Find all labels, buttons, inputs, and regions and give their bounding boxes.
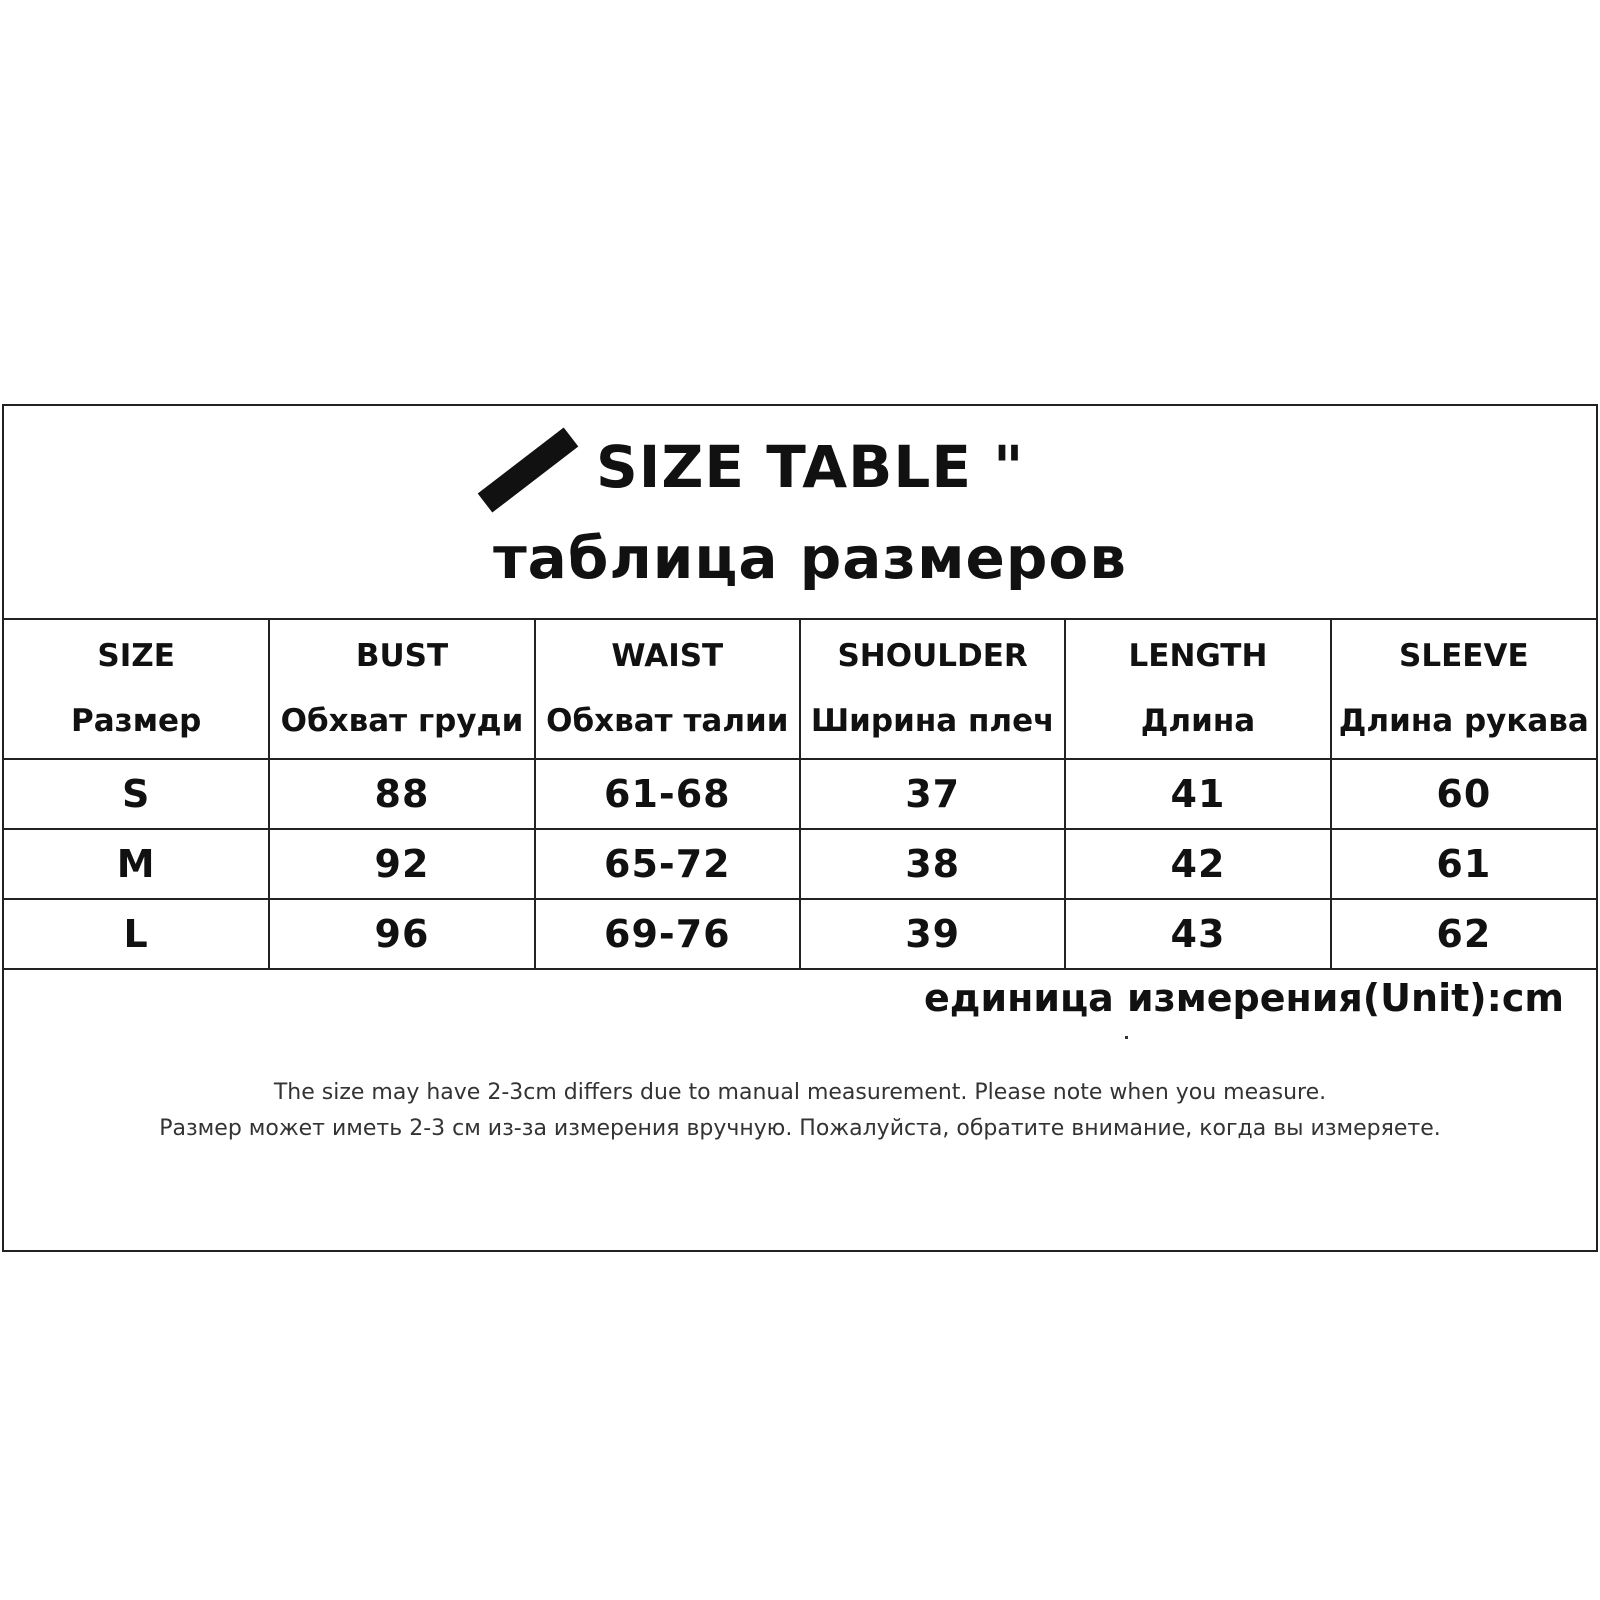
dot-mark — [1125, 1036, 1128, 1039]
header-label-russian: Длина — [1140, 703, 1256, 739]
table-cell-bust: 96 — [269, 899, 534, 969]
measurement-note-russian: Размер может иметь 2-3 см из-за измерения вручную. Пожалуйста, обратите внимание, когда вы измеряете. — [159, 1116, 1441, 1141]
table-cell-length: 41 — [1065, 759, 1330, 829]
size-table — [4, 618, 1596, 970]
header-label: LENGTH — [1128, 638, 1268, 674]
unit-note: единица измерения(Unit):cm — [924, 976, 1564, 1020]
header-label: BUST — [355, 638, 449, 674]
table-cell-length: 43 — [1065, 899, 1330, 969]
size-chart-frame — [2, 404, 1598, 1252]
table-cell-size: S — [4, 759, 269, 829]
table-cell-bust: 88 — [269, 759, 534, 829]
table-cell-size: M — [4, 829, 269, 899]
page-title: SIZE TABLE " — [596, 433, 1025, 501]
header-cell-bust — [269, 619, 534, 759]
header-label: SLEEVE — [1399, 638, 1529, 674]
table-cell-shoulder: 37 — [800, 759, 1065, 829]
table-cell-waist: 69-76 — [535, 899, 800, 969]
header-label-russian: Длина рукава — [1338, 703, 1589, 739]
header-label-russian: Размер — [71, 703, 202, 739]
page-title-russian: таблица размеров — [493, 524, 1127, 592]
table-row-s — [4, 759, 1596, 829]
table-cell-shoulder: 39 — [800, 899, 1065, 969]
header-cell-size — [4, 619, 269, 759]
table-header-row — [4, 619, 1596, 759]
table-row-m — [4, 829, 1596, 899]
table-cell-sleeve: 61 — [1331, 829, 1596, 899]
measurement-note: The size may have 2-3cm differs due to manual measurement. Please note when you measure. — [273, 1080, 1327, 1105]
slash-icon — [477, 423, 587, 513]
table-cell-sleeve: 60 — [1331, 759, 1596, 829]
header-cell-length — [1065, 619, 1330, 759]
header-cell-waist — [535, 619, 800, 759]
header-label-russian: Ширина плеч — [810, 703, 1055, 739]
table-row-l — [4, 899, 1596, 969]
header-label-russian: Обхват талии — [546, 703, 789, 739]
table-cell-length: 42 — [1065, 829, 1330, 899]
title-area — [4, 406, 1596, 618]
table-cell-sleeve: 62 — [1331, 899, 1596, 969]
table-cell-bust: 92 — [269, 829, 534, 899]
header-label: SHOULDER — [837, 638, 1028, 674]
table-cell-waist: 65-72 — [535, 829, 800, 899]
table-cell-waist: 61-68 — [535, 759, 800, 829]
header-label: WAIST — [611, 638, 724, 674]
table-cell-size: L — [4, 899, 269, 969]
header-cell-shoulder — [800, 619, 1065, 759]
table-cell-shoulder: 38 — [800, 829, 1065, 899]
header-cell-sleeve — [1331, 619, 1596, 759]
header-label-russian: Обхват груди — [280, 703, 524, 739]
header-label: SIZE — [97, 638, 175, 674]
